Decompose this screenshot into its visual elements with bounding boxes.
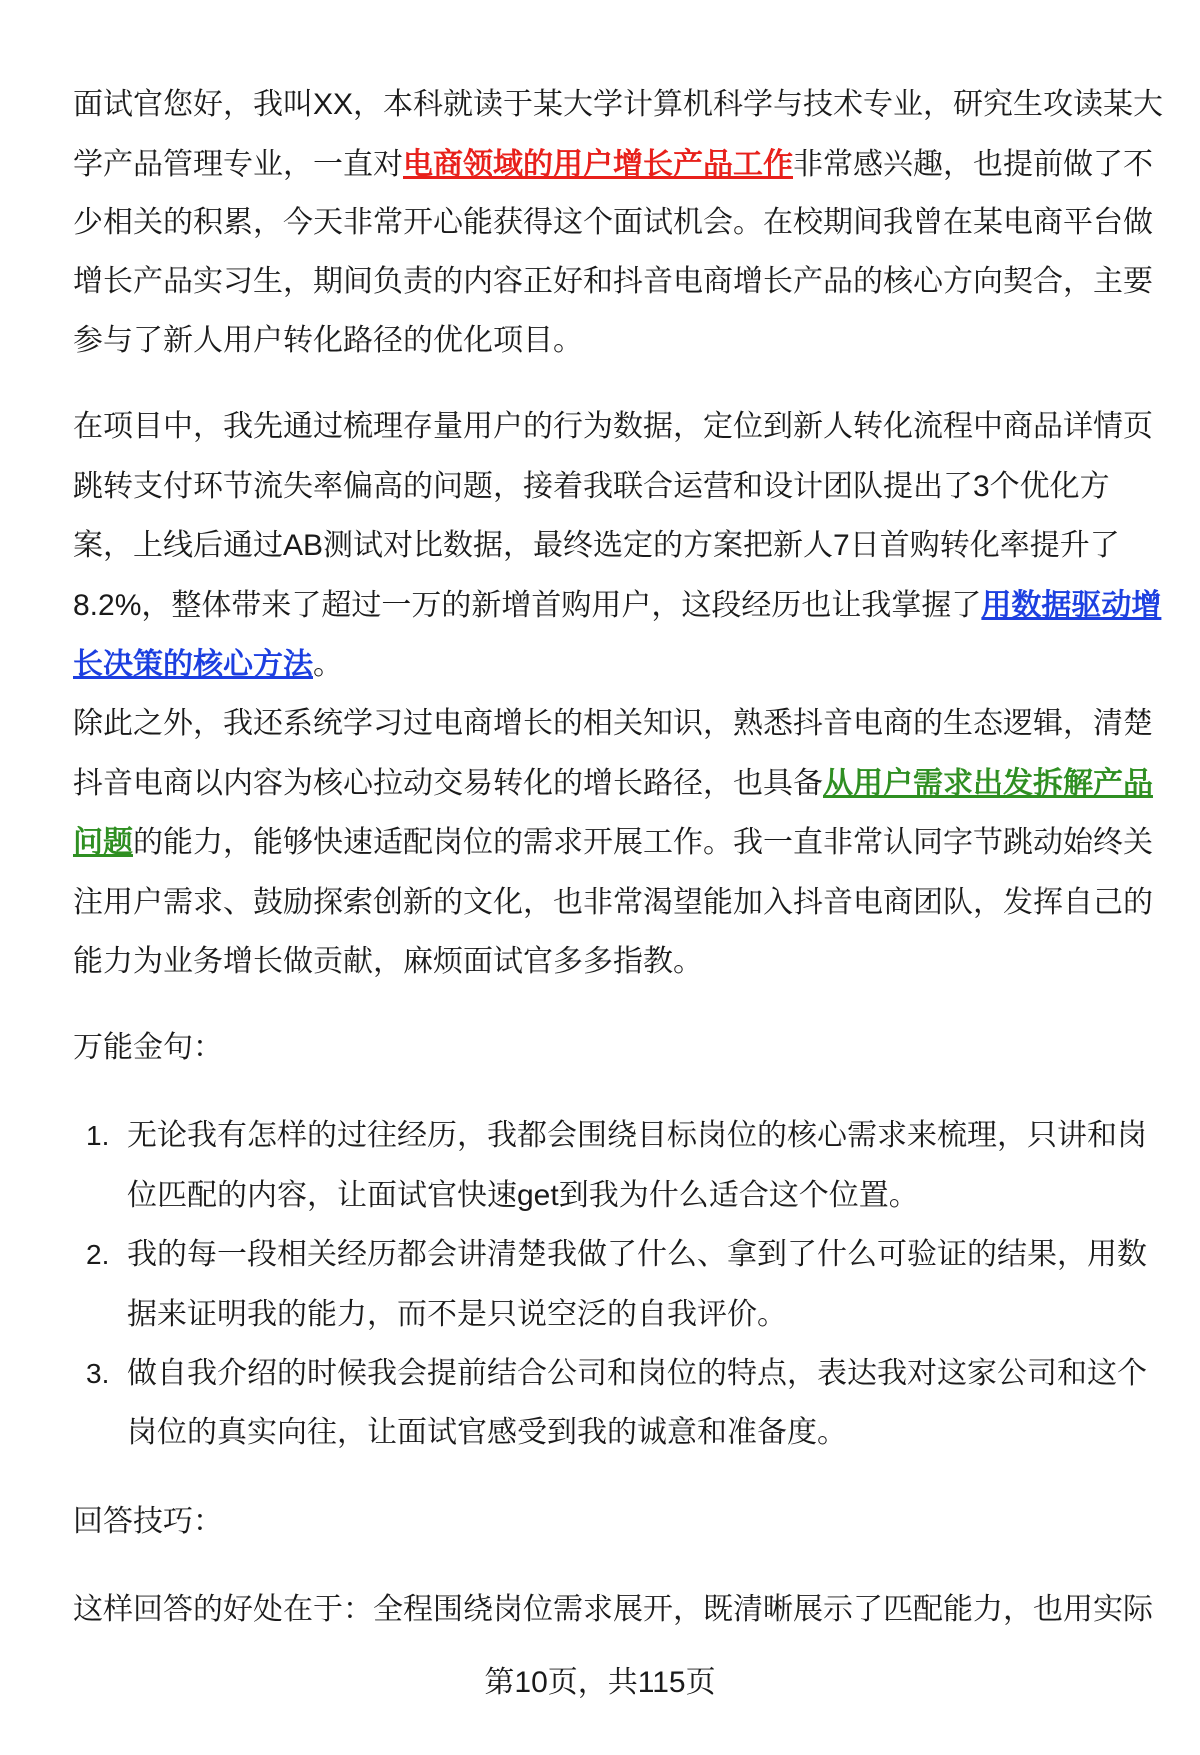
text-line: 除此之外，我还系统学习过电商增长的相关知识，熟悉抖音电商的生态逻辑，清楚 xyxy=(73,707,1153,740)
text-line xyxy=(73,145,1153,185)
highlight-green: 问题 xyxy=(73,826,133,859)
text-segment: 的能力，能够快速适配岗位的需求开展工作。我一直非常认同字节跳动始终关 xyxy=(133,826,1153,859)
list-item-line: 位匹配的内容，让面试官快速get到我为什么适合这个位置。 xyxy=(127,1179,919,1212)
text-line: 增长产品实习生，期间负责的内容正好和抖音电商增长产品的核心方向契合，主要 xyxy=(73,265,1153,298)
highlight-green: 从用户需求出发拆解产品 xyxy=(823,767,1153,800)
text-line: 案，上线后通过AB测试对比数据，最终选定的方案把新人7日首购转化率提升了 xyxy=(73,529,1120,562)
text-line: 这样回答的好处在于：全程围绕岗位需求展开，既清晰展示了匹配能力，也用实际 xyxy=(73,1593,1153,1626)
text-segment: 非常感兴趣，也提前做了不 xyxy=(793,148,1153,181)
text-line: 少相关的积累，今天非常开心能获得这个面试机会。在校期间我曾在某电商平台做 xyxy=(73,206,1153,239)
text-segment: 。 xyxy=(313,648,343,681)
list-number: 1. xyxy=(86,1120,110,1151)
text-line: 在项目中，我先通过梳理存量用户的行为数据，定位到新人转化流程中商品详情页 xyxy=(73,410,1153,443)
text-line: 跳转支付环节流失率偏高的问题，接着我联合运营和设计团队提出了3个优化方 xyxy=(73,470,1110,503)
text-segment: 8.2%，整体带来了超过一万的新增首购用户，这段经历也让我掌握了 xyxy=(73,589,982,622)
list-item-line: 岗位的真实向往，让面试官感受到我的诚意和准备度。 xyxy=(127,1416,847,1449)
highlight-red: 电商领域的用户增长产品工作 xyxy=(403,148,793,181)
list-number: 3. xyxy=(86,1358,110,1389)
section-heading: 万能金句： xyxy=(73,1031,223,1064)
text-line xyxy=(73,586,1161,626)
list-item-line: 据来证明我的能力，而不是只说空泛的自我评价。 xyxy=(127,1298,787,1331)
text-line: 能力为业务增长做贡献，麻烦面试官多多指教。 xyxy=(73,945,703,978)
text-segment: 学产品管理专业，一直对 xyxy=(73,148,403,181)
text-line xyxy=(73,823,1153,863)
list-item-line: 做自我介绍的时候我会提前结合公司和岗位的特点，表达我对这家公司和这个 xyxy=(127,1357,1147,1390)
list-item-line: 无论我有怎样的过往经历，我都会围绕目标岗位的核心需求来梳理，只讲和岗 xyxy=(127,1119,1147,1152)
text-line: 参与了新人用户转化路径的优化项目。 xyxy=(73,324,583,357)
text-segment: 抖音电商以内容为核心拉动交易转化的增长路径，也具备 xyxy=(73,767,823,800)
highlight-blue: 长决策的核心方法 xyxy=(73,648,313,681)
text-line: 面试官您好，我叫XX，本科就读于某大学计算机科学与技术专业，研究生攻读某大 xyxy=(73,88,1164,121)
list-item-line: 我的每一段相关经历都会讲清楚我做了什么、拿到了什么可验证的结果，用数 xyxy=(127,1238,1147,1271)
section-heading: 回答技巧： xyxy=(73,1505,223,1538)
list-number: 2. xyxy=(86,1239,110,1270)
text-line: 注用户需求、鼓励探索创新的文化，也非常渴望能加入抖音电商团队，发挥自己的 xyxy=(73,886,1153,919)
text-line xyxy=(73,645,343,685)
text-line xyxy=(73,764,1153,804)
page-number: 第10页，共115页 xyxy=(484,1666,716,1699)
highlight-blue: 用数据驱动增 xyxy=(981,589,1162,622)
